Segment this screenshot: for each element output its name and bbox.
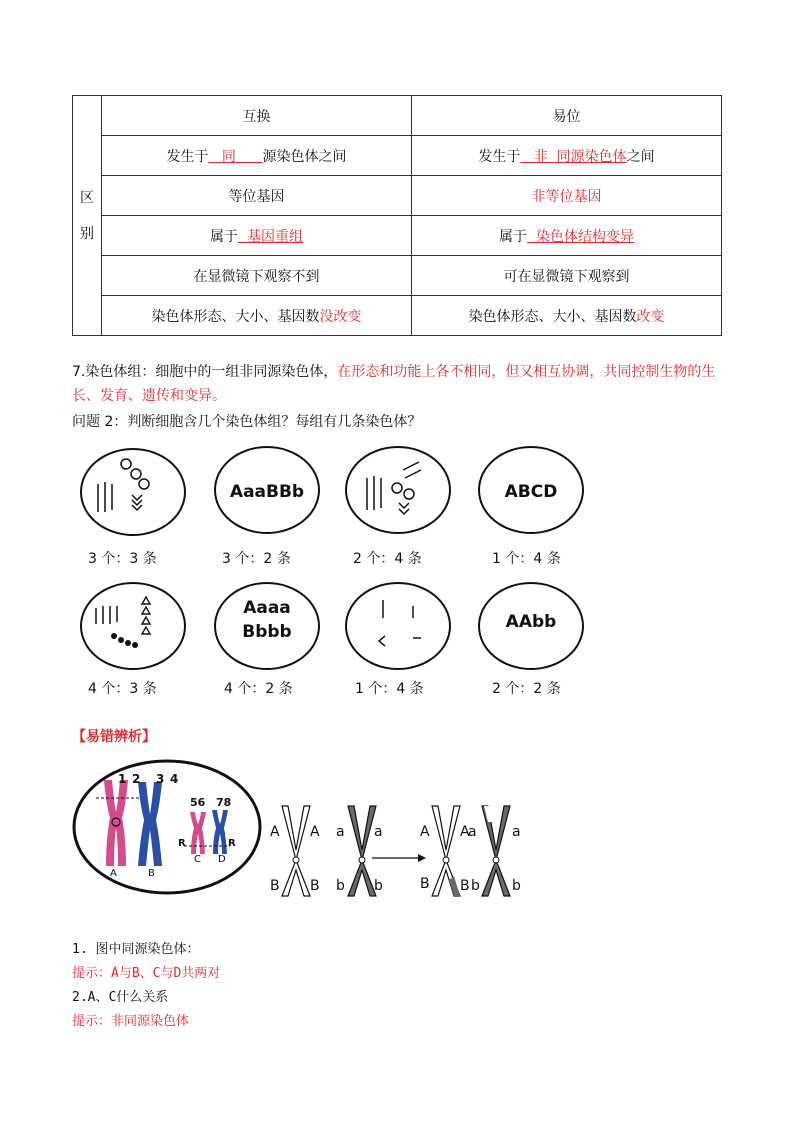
section7-red-text: 在形态和功能上各不相同，但又相互协调，共同控制生物的生 (337, 364, 716, 380)
table-cell: 在显微镜下观察不到 (102, 256, 412, 296)
table-row (73, 296, 722, 336)
cross-label: B (460, 878, 470, 894)
cell-diagram-5 (80, 582, 186, 670)
label-2: 2 (132, 772, 141, 786)
section7-paragraph (72, 360, 732, 408)
cell-text: 之间 (626, 148, 655, 165)
gene-text: ABCD (504, 482, 558, 502)
cell-text: 属于 (210, 228, 239, 245)
table-cell: 可在显微镜下观察到 (412, 256, 722, 296)
table-cell (412, 216, 722, 256)
cross-label: A (270, 824, 280, 840)
table-row (73, 256, 722, 296)
cell-caption-8: 2 个：2 条 (492, 681, 561, 697)
cross-label: a (374, 824, 383, 840)
table-cell: 等位基因 (102, 176, 412, 216)
side-label-2: 别 (80, 225, 94, 242)
cell-diagram-6 (214, 582, 320, 670)
cross-label: B (310, 878, 320, 894)
fill-answer: 非 (533, 148, 548, 165)
section7-text: 7.染色体组：细胞中的一组非同源染色体， (72, 364, 338, 380)
cell-text: 发生于 (166, 148, 209, 165)
letter-a: A (110, 868, 117, 879)
table-cell (102, 136, 412, 176)
table-cell: 非等位基因 (412, 176, 722, 216)
side-label-cell (73, 96, 102, 336)
gene-text-2: Bbbb (242, 622, 292, 642)
cross-label: A (460, 824, 470, 840)
cross-label: b (512, 878, 521, 894)
cell-text: 染色体形态、大小、基因数 (151, 308, 320, 325)
hint-2: 提示：非同源染色体 (72, 1014, 190, 1029)
cell-diagram-3 (345, 446, 451, 534)
red-text: 改变 (636, 308, 665, 325)
cell-text: 发生于 (478, 148, 521, 165)
letter-b: B (148, 868, 155, 879)
fill-answer: 染色体结构变异 (535, 228, 634, 245)
cell-diagram-2 (214, 446, 320, 534)
cell-caption-1: 3 个：3 条 (88, 551, 157, 567)
question-1: 1. 图中同源染色体： (72, 942, 200, 957)
cell-text: 染色体形态、大小、基因数 (468, 308, 637, 325)
cell-diagram-7 (345, 582, 451, 670)
table-cell (102, 216, 412, 256)
side-label-1: 区 (80, 189, 94, 206)
header-translocation: 易位 (412, 96, 722, 136)
table-header-row (73, 96, 722, 136)
cross-label: b (374, 878, 383, 894)
cell-caption-7: 1 个：4 条 (355, 681, 424, 697)
chromosome-symbols (82, 450, 184, 534)
label-4: 4 (170, 772, 179, 786)
cell-text: 属于 (499, 228, 528, 245)
cross-label: b (336, 878, 345, 894)
section7-red-text-2: 长、发育、遗传和变异。 (72, 388, 226, 404)
cell-caption-3: 2 个：4 条 (353, 551, 422, 567)
letter-d: D (218, 854, 226, 865)
chromosome-symbols (82, 584, 184, 668)
red-text: 没改变 (319, 308, 362, 325)
crossing-over-svg (268, 800, 528, 900)
table-row (73, 216, 722, 256)
comparison-table (72, 95, 722, 336)
cross-label: a (336, 824, 345, 840)
fill-answer: 基因重组 (246, 228, 303, 245)
label-3: 3 (156, 772, 165, 786)
gene-r-left: R (178, 838, 186, 849)
table-cell (412, 296, 722, 336)
error-analysis-title: 【易错辨析】 (72, 729, 156, 745)
question-2: 2.A、C什么关系 (72, 990, 169, 1005)
table-row (73, 136, 722, 176)
label-56: 56 (190, 796, 206, 809)
label-1: 1 (118, 772, 127, 786)
gene-text: AaaBBb (229, 482, 305, 502)
chromosome-symbols (347, 584, 449, 668)
cell-diagram-8 (478, 582, 584, 670)
header-exchange: 互换 (102, 96, 412, 136)
gene-text-1: Aaaa (243, 598, 291, 618)
crossing-over-figure (268, 800, 528, 900)
cell-caption-4: 1 个：4 条 (492, 551, 561, 567)
cell-diagram-4 (478, 446, 584, 534)
cross-label: A (420, 824, 430, 840)
cell-caption-2: 3 个：2 条 (222, 551, 291, 567)
letter-c: C (194, 854, 201, 865)
table-row (73, 176, 722, 216)
question2: 问题 2：判断细胞含几个染色体组？每组有几条染色体？ (72, 414, 422, 430)
hint-1: 提示：A与B、C与D共两对 (72, 966, 221, 981)
fill-answer-2: 同源染色体 (556, 148, 627, 165)
label-78: 78 (216, 796, 232, 809)
cross-label: B (420, 876, 430, 892)
chromosome-symbols (347, 448, 449, 532)
cross-label: a (468, 824, 477, 840)
table-cell (102, 296, 412, 336)
cell-text: 源染色体之间 (262, 148, 347, 165)
cell-diagram-1 (80, 448, 186, 536)
table-cell (412, 136, 722, 176)
cross-label: b (471, 878, 480, 894)
gene-r-right: R (228, 838, 236, 849)
cell-caption-6: 4 个：2 条 (224, 681, 293, 697)
gene-text: AAbb (505, 612, 557, 632)
chromosome-cell-figure (70, 758, 264, 896)
cell-caption-5: 4 个：3 条 (88, 681, 157, 697)
fill-answer: 同 (221, 148, 236, 165)
cross-label: A (310, 824, 320, 840)
cross-label: B (270, 878, 280, 894)
chromosome-cell-svg (70, 758, 264, 896)
cross-label: a (512, 824, 521, 840)
